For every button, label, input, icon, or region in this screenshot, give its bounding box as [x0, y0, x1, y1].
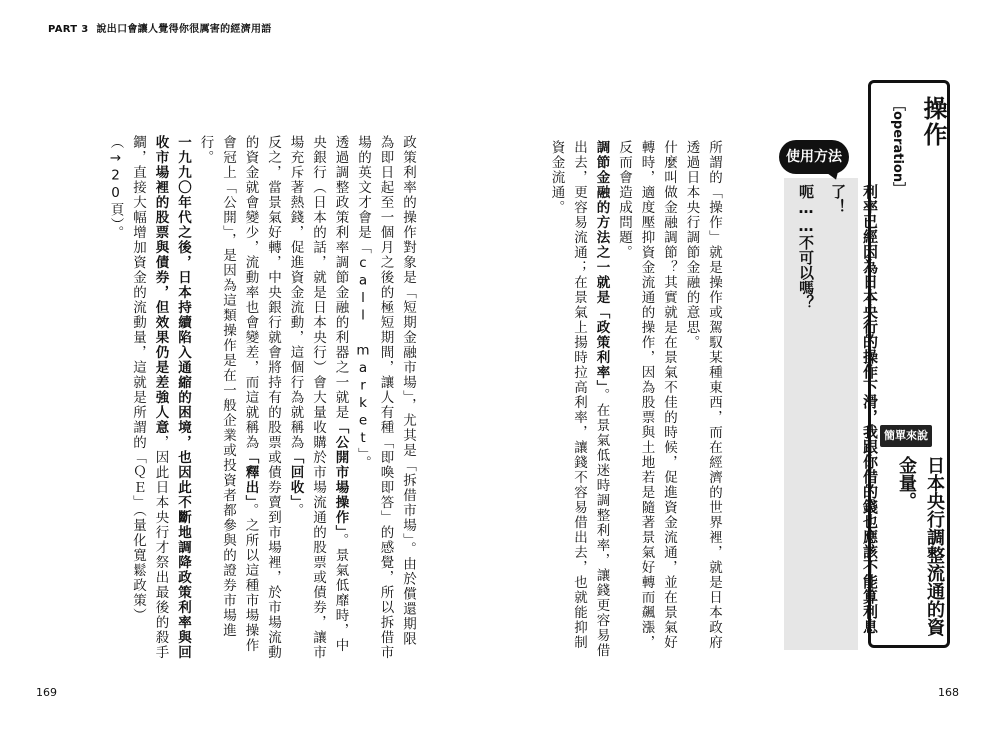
page-number-left: 169	[36, 686, 57, 699]
right-page-body	[545, 140, 725, 660]
term-title: 操作	[919, 96, 947, 148]
usage-line-1c: 下滑，我跟你借的錢也應該不能算利息了！	[829, 184, 879, 634]
usage-line-2: 呃……不可以嗎？	[797, 184, 815, 310]
usage-label-bubble: 使用方法	[779, 140, 849, 174]
left-p2-bold-1: 「公開市場操作」	[332, 420, 349, 534]
left-p2-e: 。	[287, 503, 304, 519]
left-paragraph-4	[104, 135, 194, 660]
left-p3-bold: 「釋出」	[242, 450, 259, 504]
right-paragraph-2: 什麼叫做金融調節？其實就是在景氣不佳的時候，促進資金流通，並在景氣好轉時，適度壓抑資金流通的操作，因為股票與土地若是隨著景氣好轉而飆漲，反而會造成問題。	[616, 140, 677, 650]
usage-text	[790, 184, 886, 644]
left-p3-c: 。之所以這種市場操作會冠上「公開」，是因為這類操作是在一般企業或投資者都參與的證券市場進行。	[197, 135, 259, 654]
left-paragraph-2	[284, 135, 352, 660]
part-label: PART 3	[48, 24, 89, 35]
summary-label: 簡單來說	[880, 425, 932, 447]
right-paragraph-3-bold: 調節金融的方法之一就是「政策利率」	[593, 140, 610, 389]
right-paragraph-3	[545, 140, 613, 660]
left-p2-bold-2: 「回收」	[287, 450, 304, 504]
left-p2-c: 。景氣低靡時，中央銀行（日本的話，就是日本央行）會大量收購於市場流通的股票或債券，讓市場充斥著熱錢，促進資金流動，這個行為就稱為	[287, 135, 349, 660]
running-header	[48, 20, 272, 35]
left-page-body	[104, 135, 419, 660]
usage-line-1	[822, 184, 886, 644]
term-english: ［operation］	[890, 98, 905, 196]
right-paragraph-3-rest: 。在景氣低迷時調整利率，讓錢更容易借出去，更容易流通；在景氣上揚時拉高利率，讓錢不容易借出去，也就能抑制資金流通。	[548, 140, 610, 659]
page-number-right: 168	[938, 686, 959, 699]
chapter-title: 說出口會讓人覺得你很厲害的經濟用語	[96, 24, 272, 35]
left-paragraph-1: 政策利率的操作對象是「短期金融市場」，尤其是「拆借市場」。由於償還期限為即日起至一個月之後的極短期間，讓人有種「即喚即答」的感覺，所以拆借市場的英文才會是「call market」。	[355, 135, 416, 660]
summary-text: 日本央行調整流通的資金量。	[896, 456, 945, 636]
left-p3-a: 反之，當景氣好轉，中央銀行就會將持有的股票或債券賣到市場裡，於市場流動的資金就會變少，流動率也會變差，而這就稱為	[242, 135, 281, 660]
left-p2-a: 透過調整政策利率調節金融的利器之一就是	[332, 135, 349, 420]
left-paragraph-3	[194, 135, 284, 660]
usage-keyword: 操作	[861, 349, 879, 379]
left-p4-rest: ，因此日本央行才祭出最後的殺手鐧，直接大幅增加資金的流動量，這就是所謂的「ＱＥ」（量化寬鬆政策）（→20頁）。	[107, 135, 169, 660]
left-p4-bold: 一九九〇年代之後，日本持續陷入通縮的困境，也因此不斷地調降政策利率與回收市場裡的股票與債券，但效果仍是差強人意	[152, 135, 191, 660]
right-paragraph-1: 所謂的「操作」就是操作或駕馭某種東西，而在經濟的世界裡，就是日本政府透過日本央行調節金融的意思。	[683, 140, 722, 650]
usage-line-1a: 利率已經因為日本央行的	[861, 184, 879, 349]
